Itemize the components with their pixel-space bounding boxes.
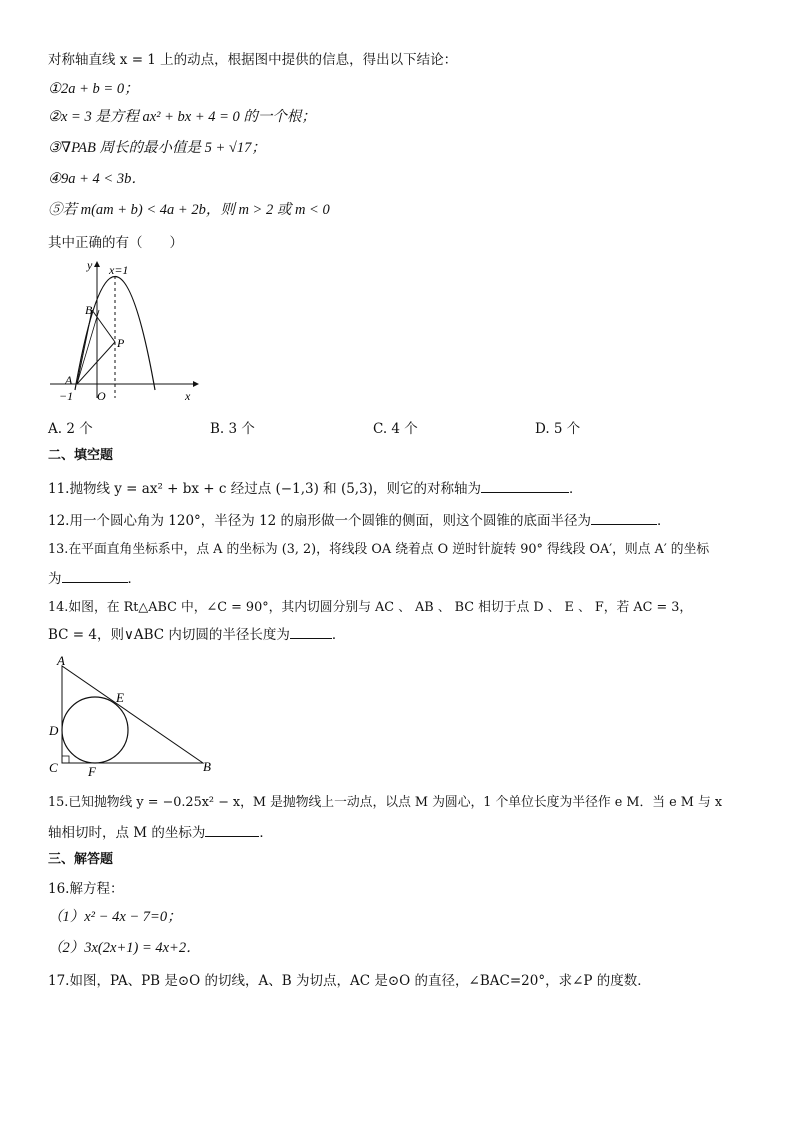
- q15-end: ．: [259, 825, 273, 841]
- label-p: P: [117, 336, 125, 350]
- q13-end: ．: [127, 571, 141, 587]
- q13-line1: 13.在平面直角坐标系中，点 A 的坐标为 (3, 2)，将线段 OA 绕着点 O 逆时针旋转 90° 得线段 OA′，则点 A′ 的坐标: [48, 542, 710, 557]
- label-a: A: [65, 373, 73, 387]
- q10-options: [48, 419, 754, 439]
- label-f: F: [88, 764, 96, 779]
- x-axis-arrow: [193, 381, 199, 387]
- q14-line2: [48, 624, 754, 645]
- q14-line2-text: BC = 4，则∨ABC 内切圆的半径长度为: [48, 627, 290, 643]
- q13-answer-blank[interactable]: [62, 568, 128, 583]
- q15-line2: [48, 822, 754, 843]
- label-a: A: [57, 655, 65, 668]
- q12-end: ．: [657, 513, 671, 529]
- q16-part-2: （2）3x(2x+1) = 4x+2．: [48, 940, 201, 956]
- label-e: E: [116, 690, 124, 705]
- section-answer: 三、解答题: [48, 852, 114, 867]
- label-b: B: [85, 303, 93, 317]
- q14-line1: 14.如图，在 Rt△ABC 中，∠C = 90°，其内切圆分别与 AC 、 AB 、 BC 相切于点 D 、 E 、 F，若 AC = 3，: [48, 600, 693, 615]
- right-angle-mark: [62, 756, 69, 763]
- segment-ab: [77, 310, 92, 384]
- q10-item-3: ③∇PAB 周长的最小值是 5 + √17；: [48, 140, 266, 156]
- q12-answer-blank[interactable]: [591, 510, 657, 525]
- q12: [48, 510, 754, 531]
- section-fill-in: 二、填空题: [48, 448, 114, 463]
- option-b[interactable]: B. 3 个: [210, 421, 255, 437]
- y-axis-arrow: [94, 261, 100, 267]
- label-o: O: [97, 389, 106, 403]
- q16-title: 16.解方程：: [48, 881, 124, 897]
- parabola-figure: [45, 258, 205, 408]
- option-a[interactable]: A. 2 个: [48, 421, 93, 437]
- triangle-abc: [62, 666, 203, 763]
- q15-answer-blank[interactable]: [205, 822, 259, 837]
- q14-end: ．: [331, 627, 346, 643]
- label-b: B: [203, 759, 211, 774]
- label-neg1: −1: [59, 389, 74, 403]
- q15-line2-text: 轴相切时，点 M 的坐标为: [48, 825, 206, 841]
- option-d[interactable]: D. 5 个: [535, 421, 581, 437]
- label-y: y: [87, 258, 93, 272]
- q16-part-1: （1）x² − 4x − 7=0；: [48, 909, 182, 925]
- incircle: [62, 697, 128, 763]
- option-c[interactable]: C. 4 个: [373, 421, 418, 437]
- q17: 17.如图，PA、PB 是⊙O 的切线，A、B 为切点，AC 是⊙O 的直径，∠BAC=20°，求∠P 的度数．: [48, 973, 651, 989]
- q14-answer-blank[interactable]: [290, 624, 332, 639]
- q11: [48, 478, 754, 499]
- q15-line1: 15.已知抛物线 y = −0.25x² − x，M 是抛物线上一动点，以点 M 为圆心，1 个单位长度为半径作 e M．当 e M 与 x: [48, 795, 723, 810]
- q10-intro: 对称轴直线 x = 1 上的动点，根据图中提供的信息，得出以下结论：: [48, 52, 458, 68]
- q11-answer-blank[interactable]: [481, 478, 569, 493]
- q10-item-4: ④9a + 4 < 3b．: [48, 171, 146, 187]
- q11-end: ．: [568, 481, 583, 497]
- segment-bp: [92, 310, 115, 342]
- label-c: C: [49, 760, 58, 775]
- q12-text: 12.用一个圆心角为 120°，半径为 12 的扇形做一个圆锥的侧面，则这个圆锥的底面半径为: [48, 513, 592, 529]
- q13-line2-text: 为: [48, 571, 62, 587]
- q10-ask: 其中正确的有（ ）: [48, 235, 183, 251]
- q10-item-5: ⑤若 m(am + b) < 4a + 2b，则 m > 2 或 m < 0: [48, 202, 330, 218]
- label-x: x: [185, 389, 191, 403]
- label-x1: x=1: [109, 263, 129, 277]
- right-triangle-figure: [45, 655, 225, 780]
- label-d: D: [49, 723, 59, 738]
- q13-line2: [48, 568, 754, 589]
- segment-a-b2: [77, 310, 99, 384]
- q11-text: 11.抛物线 y = ax² + bx + c 经过点 (−1,3) 和 (5,3)，则它的对称轴为: [48, 481, 481, 497]
- q10-item-1: ①2a + b = 0；: [48, 81, 139, 97]
- q10-item-2: ②x = 3 是方程 ax² + bx + 4 = 0 的一个根；: [48, 109, 316, 125]
